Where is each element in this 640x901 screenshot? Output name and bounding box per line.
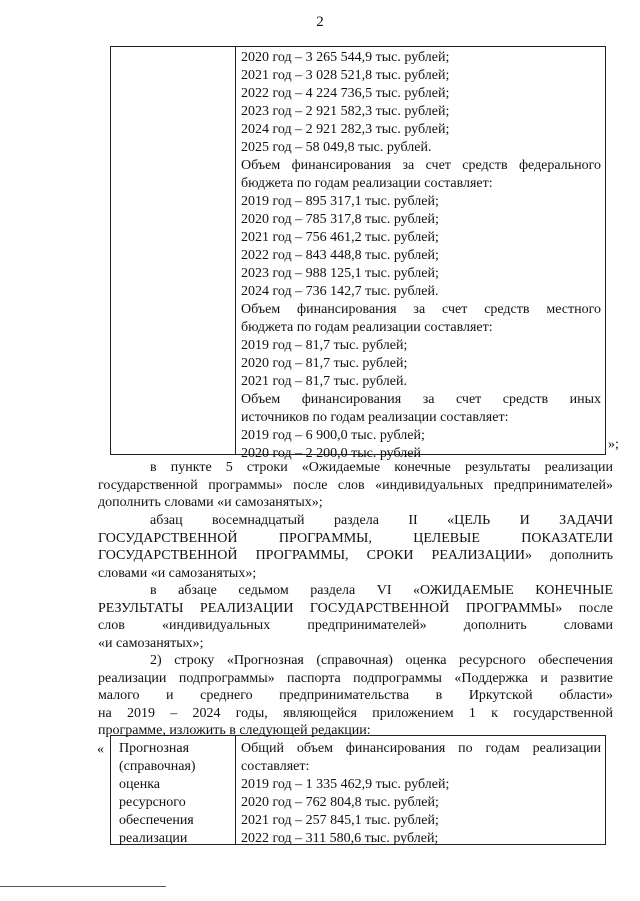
text-line: «и самозанятых»; xyxy=(98,635,204,651)
text-line: словами «и самозанятых»; xyxy=(98,565,257,581)
amount-line: 2022 год – 311 580,6 тыс. рублей; xyxy=(241,831,439,846)
amount-line: 2021 год – 257 845,1 тыс. рублей; xyxy=(241,813,439,828)
amount-line: 2021 год – 81,7 тыс. рублей. xyxy=(241,374,407,389)
section-heading-line: Объем финансирования за счет средств местного xyxy=(241,302,601,317)
paragraph-item-two xyxy=(98,652,613,740)
opening-quote-mark: « xyxy=(97,742,104,757)
text-line: на 2019 – 2024 годы, являющейся приложением 1 к государственной xyxy=(98,705,613,721)
section-heading-line: Объем финансирования за счет средств федерального xyxy=(241,158,601,173)
amount-line: 2022 год – 843 448,8 тыс. рублей; xyxy=(241,248,439,263)
row-header-line: ресурсного xyxy=(119,795,186,810)
amount-line: 2019 год – 6 900,0 тыс. рублей; xyxy=(241,428,425,443)
text-line: 2) строку «Прогнозная (справочная) оценка ресурсного обеспечения xyxy=(150,653,613,668)
closing-quote-mark: »; xyxy=(608,437,619,452)
amount-line: 2025 год – 58 049,8 тыс. рублей. xyxy=(241,140,432,155)
text-line: государственной программы» после слов «индивидуальных предпринимателей» xyxy=(98,477,613,493)
forecast-resources-table xyxy=(110,735,606,845)
text-line: ГОСУДАРСТВЕННОЙ ПРОГРАММЫ, ЦЕЛЕВЫЕ ПОКАЗАТЕЛИ xyxy=(98,530,613,546)
amount-line: 2021 год – 756 461,2 тыс. рублей; xyxy=(241,230,439,245)
amount-line: 2021 год – 3 028 521,8 тыс. рублей; xyxy=(241,68,450,83)
amount-line: 2020 год – 3 265 544,9 тыс. рублей; xyxy=(241,50,450,65)
row-header-line: обеспечения xyxy=(119,813,194,828)
table-column-divider xyxy=(235,47,236,454)
text-line: РЕЗУЛЬТАТЫ РЕАЛИЗАЦИИ ГОСУДАРСТВЕННОЙ ПРОГРАММЫ» после xyxy=(98,600,613,616)
row-header-line: Прогнозная xyxy=(119,741,190,756)
financing-amounts-cell xyxy=(241,740,601,848)
page-number: 2 xyxy=(316,14,324,30)
text-line: в пункте 5 строки «Ожидаемые конечные результаты реализации xyxy=(150,460,613,475)
text-line: программе, изложить в следующей редакции: xyxy=(98,723,371,739)
text-line: дополнить словами «и самозанятых»; xyxy=(98,495,323,511)
amount-line: 2020 год – 81,7 тыс. рублей; xyxy=(241,356,408,371)
paragraph-section-two xyxy=(98,512,613,582)
page-bottom-rule xyxy=(0,886,166,887)
text-line: слов «индивидуальных предпринимателей» дополнить словами xyxy=(98,618,613,634)
section-heading-line: источников по годам реализации составляет: xyxy=(241,410,509,425)
text-line: в абзаце седьмом раздела VI «ОЖИДАЕМЫЕ КОНЕЧНЫЕ xyxy=(150,583,613,598)
section-heading-line: Общий объем финансирования по годам реализации xyxy=(241,741,601,756)
amount-line: 2019 год – 1 335 462,9 тыс. рублей; xyxy=(241,777,450,792)
section-heading-line: бюджета по годам реализации составляет: xyxy=(241,320,493,335)
text-line: ГОСУДАРСТВЕННОЙ ПРОГРАММЫ, СРОКИ РЕАЛИЗАЦИИ» дополнить xyxy=(98,548,613,564)
amount-line: 2020 год – 785 317,8 тыс. рублей; xyxy=(241,212,439,227)
paragraph-section-six xyxy=(98,582,613,652)
amount-line: 2023 год – 988 125,1 тыс. рублей; xyxy=(241,266,439,281)
row-header-cell xyxy=(119,740,231,848)
amount-line: 2024 год – 736 142,7 тыс. рублей. xyxy=(241,284,439,299)
amount-line: 2020 год – 2 200,0 тыс. рублей xyxy=(241,446,421,461)
row-header-line: (справочная) xyxy=(119,759,196,774)
paragraph-self-employed-results xyxy=(98,459,613,512)
amount-line: 2024 год – 2 921 282,3 тыс. рублей; xyxy=(241,122,450,137)
amount-line: 2020 год – 762 804,8 тыс. рублей; xyxy=(241,795,439,810)
amount-line: 2023 год – 2 921 582,3 тыс. рублей; xyxy=(241,104,450,119)
financing-table-continued xyxy=(110,46,606,461)
amount-line: 2019 год – 895 317,1 тыс. рублей; xyxy=(241,194,439,209)
text-line: реализации подпрограммы» паспорта подпрограммы «Поддержка и развитие xyxy=(98,670,613,686)
row-header-line: оценка xyxy=(119,777,161,792)
section-heading-line: Объем финансирования за счет средств иных xyxy=(241,392,601,407)
section-heading-line: составляет: xyxy=(241,759,310,774)
financing-amounts-cell xyxy=(241,49,601,463)
row-header-line: реализации xyxy=(119,831,188,846)
table-column-divider xyxy=(235,736,236,844)
text-line: малого и среднего предпринимательства в Иркутской области» xyxy=(98,688,613,704)
amount-line: 2022 год – 4 224 736,5 тыс. рублей; xyxy=(241,86,450,101)
section-heading-line: бюджета по годам реализации составляет: xyxy=(241,176,493,191)
amount-line: 2019 год – 81,7 тыс. рублей; xyxy=(241,338,408,353)
text-line: абзац восемнадцатый раздела II «ЦЕЛЬ И ЗАДАЧИ xyxy=(150,513,613,528)
